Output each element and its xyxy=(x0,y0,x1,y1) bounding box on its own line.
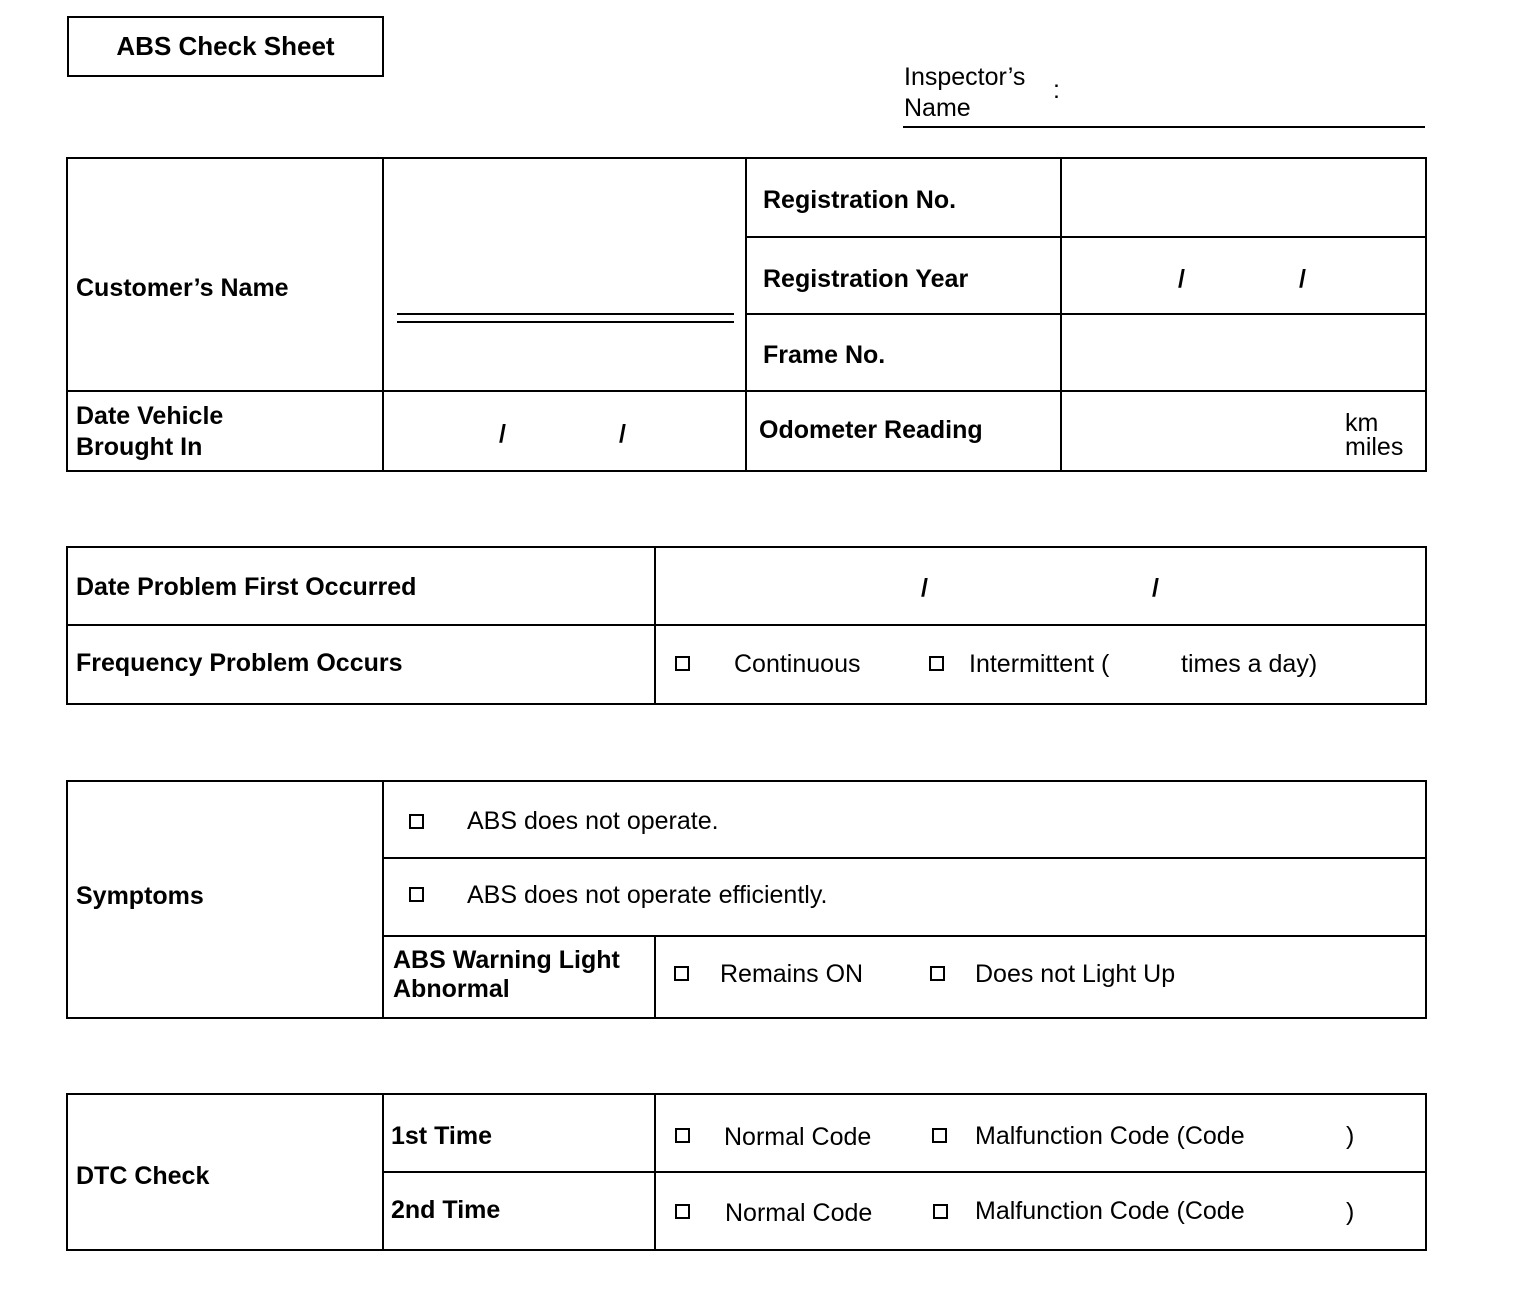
registration-year-label: Registration Year xyxy=(763,265,969,293)
customer-name-field[interactable] xyxy=(397,313,734,323)
first-malfunction-close-paren: ) xyxy=(1346,1122,1355,1150)
symptom-1-checkbox[interactable] xyxy=(409,814,424,829)
does-not-light-up-label: Does not Light Up xyxy=(975,960,1176,988)
date-brought-label-line2: Brought In xyxy=(76,433,203,461)
first-occurred-separator-1: / xyxy=(921,574,928,602)
odometer-unit-miles: miles xyxy=(1345,433,1404,461)
inspector-name-field[interactable] xyxy=(903,126,1425,128)
first-malfunction-code-checkbox[interactable] xyxy=(932,1128,947,1143)
remains-on-checkbox[interactable] xyxy=(674,966,689,981)
second-malfunction-code-checkbox[interactable] xyxy=(933,1204,948,1219)
registration-year-separator-1: / xyxy=(1178,265,1185,293)
date-brought-label-line1: Date Vehicle xyxy=(76,402,224,430)
odometer-label: Odometer Reading xyxy=(759,416,983,444)
continuous-label: Continuous xyxy=(734,650,861,678)
dtc-check-label: DTC Check xyxy=(76,1162,210,1190)
date-brought-label xyxy=(76,401,223,463)
first-normal-code-label: Normal Code xyxy=(724,1123,872,1151)
warning-light-label-line2: Abnormal xyxy=(393,975,510,1003)
dtc-second-time-label: 2nd Time xyxy=(391,1196,501,1224)
registration-no-field[interactable] xyxy=(1064,161,1422,233)
warning-light-label-line1: ABS Warning Light xyxy=(393,946,620,974)
warning-light-label xyxy=(393,946,620,1004)
dtc-first-time-label: 1st Time xyxy=(391,1122,492,1150)
frequency-label: Frequency Problem Occurs xyxy=(76,649,403,677)
symptom-2-label: ABS does not operate efficiently. xyxy=(467,881,828,909)
first-occurred-separator-2: / xyxy=(1152,574,1159,602)
intermittent-label: Intermittent ( xyxy=(969,650,1110,678)
inspector-label-line2: Name xyxy=(904,94,971,122)
registration-no-label: Registration No. xyxy=(763,186,957,214)
times-a-day-label: times a day) xyxy=(1181,650,1318,678)
registration-year-separator-2: / xyxy=(1299,265,1306,293)
symptoms-label: Symptoms xyxy=(76,882,204,910)
date-brought-separator-2: / xyxy=(619,420,626,448)
intermittent-checkbox[interactable] xyxy=(929,656,944,671)
continuous-checkbox[interactable] xyxy=(675,656,690,671)
date-brought-separator-1: / xyxy=(499,420,506,448)
inspector-colon: : xyxy=(1053,76,1060,104)
symptom-1-label: ABS does not operate. xyxy=(467,807,719,835)
does-not-light-up-checkbox[interactable] xyxy=(930,966,945,981)
second-normal-code-label: Normal Code xyxy=(725,1199,873,1227)
remains-on-label: Remains ON xyxy=(720,960,864,988)
odometer-unit-km: km xyxy=(1345,409,1379,437)
inspector-label xyxy=(904,62,1025,124)
first-malfunction-code-label: Malfunction Code (Code xyxy=(975,1122,1245,1150)
frame-no-label: Frame No. xyxy=(763,341,886,369)
frame-no-field[interactable] xyxy=(1064,317,1422,387)
first-occurred-label: Date Problem First Occurred xyxy=(76,573,417,601)
second-malfunction-close-paren: ) xyxy=(1346,1198,1355,1226)
inspector-label-line1: Inspector’s xyxy=(904,63,1026,91)
second-normal-code-checkbox[interactable] xyxy=(675,1204,690,1219)
customer-name-label: Customer’s Name xyxy=(76,274,289,302)
symptom-2-checkbox[interactable] xyxy=(409,887,424,902)
second-malfunction-code-label: Malfunction Code (Code xyxy=(975,1197,1245,1225)
first-normal-code-checkbox[interactable] xyxy=(675,1128,690,1143)
sheet-title: ABS Check Sheet xyxy=(67,16,384,77)
